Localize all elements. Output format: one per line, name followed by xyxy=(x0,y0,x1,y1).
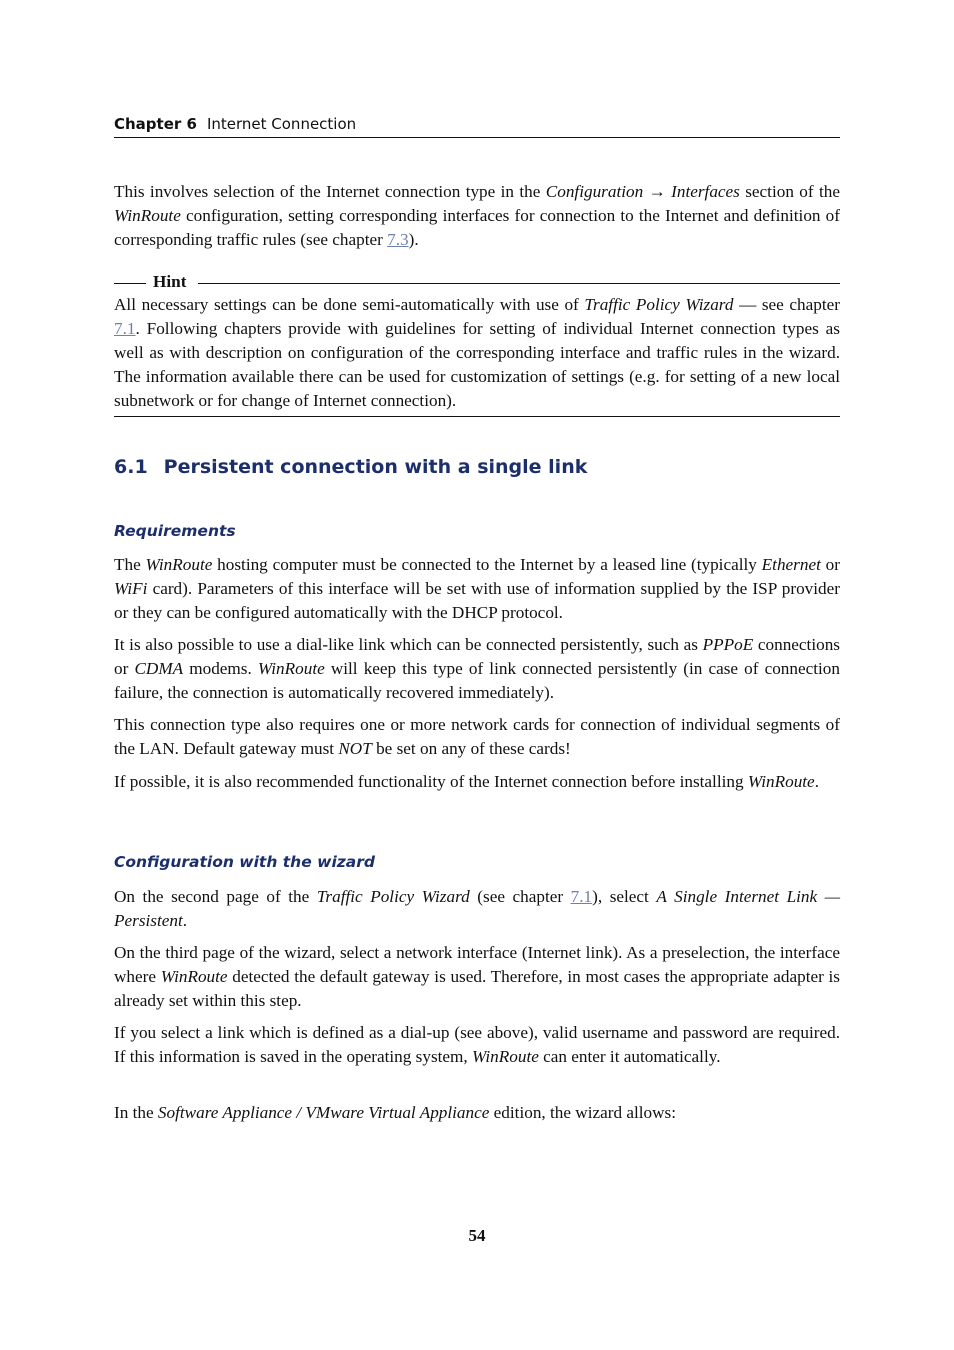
emphasis: WiFi xyxy=(114,579,148,598)
text: . xyxy=(814,772,819,791)
emphasis: A Single Internet Link — Persistent xyxy=(114,887,840,930)
wizard-paragraph-1 xyxy=(114,885,840,933)
chapter-link[interactable]: 7.1 xyxy=(114,319,136,338)
text: modems. xyxy=(183,659,258,678)
emphasis: WinRoute xyxy=(257,659,325,678)
text: ), select xyxy=(592,887,657,906)
text: It is also possible to use a dial-like link which can be connected persistently, such as xyxy=(114,635,703,654)
wizard-paragraph-4 xyxy=(114,1101,840,1125)
intro-paragraph xyxy=(114,180,840,252)
emphasis: CDMA xyxy=(134,659,184,678)
emphasis: Ethernet xyxy=(761,555,821,574)
hint-rule-right xyxy=(198,283,840,284)
emphasis: Traffic Policy Wizard xyxy=(584,295,734,314)
hint-rule-left xyxy=(114,283,146,284)
wizard-paragraph-2 xyxy=(114,941,840,1013)
chapter-title: Internet Connection xyxy=(206,115,357,133)
requirements-paragraph-2 xyxy=(114,633,840,705)
text: configuration, setting corresponding interfaces for connection to the Internet and definition of corresponding traffic rules (see chapter xyxy=(114,206,840,249)
text: . xyxy=(182,911,188,930)
chapter-number: Chapter 6 xyxy=(114,115,197,133)
text: ). xyxy=(408,230,419,249)
emphasis: WinRoute xyxy=(114,206,181,225)
text: will keep this type of link connected persistently (in case of connection failure, the connection is automatically recovered immediately). xyxy=(114,659,840,702)
section-title: Persistent connection with a single link xyxy=(163,456,588,478)
emphasis: WinRoute xyxy=(160,967,228,986)
text: This connection type also requires one or more network cards for connection of individual segments of the LAN. Default gateway must xyxy=(114,715,840,758)
hint-header xyxy=(114,272,840,292)
text: detected the default gateway is used. Therefore, in most cases the appropriate adapter is already set within this step. xyxy=(114,967,840,1010)
chapter-link[interactable]: 7.1 xyxy=(570,887,593,906)
hint-label: Hint xyxy=(153,272,187,291)
section-number: 6.1 xyxy=(114,456,148,478)
emphasis: Traffic Policy Wizard xyxy=(316,887,470,906)
text: — see chapter xyxy=(733,295,840,314)
text: On the third page of the wizard, select a network interface (Internet link). As a preselection, the interface where xyxy=(114,943,840,986)
text: If possible, it is also recommended functionality of the Internet connection before installing xyxy=(114,772,748,791)
text: This involves selection of the Internet connection type in the xyxy=(114,182,546,201)
hint-paragraph xyxy=(114,293,840,413)
emphasis: Configuration → Interfaces xyxy=(545,182,740,201)
emphasis: NOT xyxy=(338,739,372,758)
text: In the xyxy=(114,1103,158,1122)
chapter-link[interactable]: 7.3 xyxy=(387,230,409,249)
running-header xyxy=(114,114,840,138)
wizard-heading: Configuration with the wizard xyxy=(114,853,375,871)
text: The xyxy=(114,555,146,574)
emphasis: WinRoute xyxy=(145,555,213,574)
requirements-paragraph-1 xyxy=(114,553,840,625)
wizard-paragraph-3 xyxy=(114,1021,840,1069)
emphasis: Software Appliance / VMware Virtual Appliance xyxy=(157,1103,490,1122)
text: or xyxy=(820,555,840,574)
text: card). Parameters of this interface will be set with use of information supplied by the ISP provider or they can be configured automatically with the DHCP protocol. xyxy=(114,579,840,622)
text: On the second page of the xyxy=(114,887,317,906)
text: hosting computer must be connected to the Internet by a leased line (typically xyxy=(212,555,762,574)
text: can enter it automatically. xyxy=(538,1047,721,1066)
text: (see chapter xyxy=(469,887,571,906)
text: If you select a link which is defined as a dial-up (see above), valid username and password are required. If this information is saved in the operating system, xyxy=(114,1023,840,1066)
section-heading xyxy=(114,456,587,478)
emphasis: WinRoute xyxy=(472,1047,539,1066)
requirements-paragraph-3 xyxy=(114,713,840,761)
hint-rule-bottom xyxy=(114,416,840,417)
requirements-paragraph-4 xyxy=(114,770,840,794)
text: section of the xyxy=(739,182,840,201)
page-number: 54 xyxy=(468,1226,486,1245)
emphasis: PPPoE xyxy=(702,635,754,654)
text: . Following chapters provide with guidelines for setting of individual Internet connection types as well as with description on configuration of the corresponding interface and traffic rules in the wizard. The information available there can be used for customization of settings (e.g. for setting of a new local subnetwork or for change of Internet connection). xyxy=(114,319,840,410)
emphasis: WinRoute xyxy=(747,772,815,791)
requirements-heading: Requirements xyxy=(114,522,236,540)
text: All necessary settings can be done semi-automatically with use of xyxy=(114,295,585,314)
text: edition, the wizard allows: xyxy=(489,1103,677,1122)
text: connections or xyxy=(114,635,840,678)
text: be set on any of these cards! xyxy=(371,739,571,758)
